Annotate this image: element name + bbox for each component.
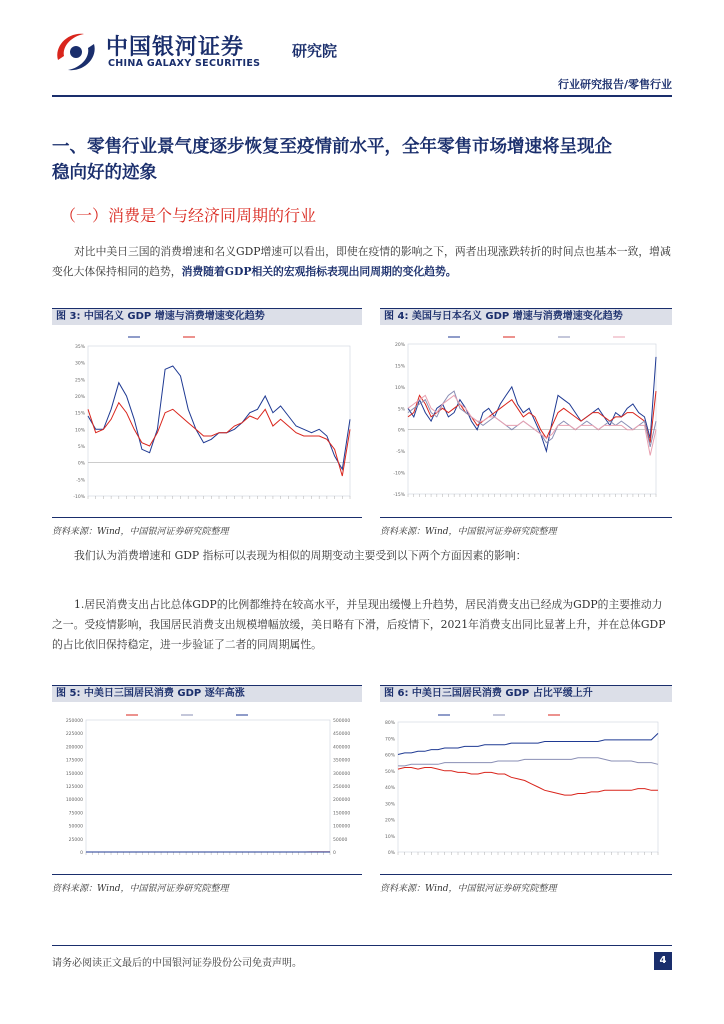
series-line-0 bbox=[408, 357, 656, 451]
y-tick-label: 250000 bbox=[65, 719, 83, 724]
series-line-2 bbox=[398, 768, 658, 796]
figure-5-svg bbox=[56, 708, 360, 868]
plot-frame bbox=[88, 346, 350, 496]
y-tick-label: 200000 bbox=[65, 745, 83, 751]
figure-6-chart bbox=[384, 708, 672, 868]
y-tick-label: 0 bbox=[80, 851, 83, 856]
series-line-3 bbox=[408, 395, 656, 455]
page-number: 4 bbox=[654, 952, 672, 970]
figure-4-chart bbox=[384, 330, 670, 510]
y2-tick-label: 0 bbox=[333, 851, 336, 856]
figure-5-caption: 图 5: 中美日三国居民消费 GDP 逐年高涨 bbox=[52, 685, 362, 702]
series-line-0 bbox=[398, 733, 658, 754]
y-tick-label: 5% bbox=[77, 445, 85, 450]
y-tick-label: 25000 bbox=[68, 837, 83, 843]
y2-tick-label: 300000 bbox=[333, 771, 351, 777]
y-tick-label: 20% bbox=[74, 395, 85, 400]
logo-institute: 研究院 bbox=[292, 42, 338, 60]
y-tick-label: 125000 bbox=[65, 785, 83, 790]
figure-3-source: 资料来源：Wind，中国银河证券研究院整理 bbox=[52, 517, 362, 537]
series-line-2 bbox=[408, 391, 656, 447]
y-tick-label: 5% bbox=[397, 407, 405, 413]
paragraph-3 bbox=[52, 595, 672, 655]
galaxy-logo-icon bbox=[50, 26, 102, 78]
section-subtitle: （一）消费是个与经济同周期的行业 bbox=[60, 206, 317, 225]
paragraph-3-text: 1.居民消费支出占比总体GDP的比例都维持在较高水平，并呈现出缓慢上升趋势，居民消费支出已经成为GDP的主要推动力之一。受疫情影响，我国居民消费支出规模增幅放缓，美日略有下滑，后疫情下，2021年消费支出同比显著上升，并在总体GDP的占比依旧保持稳定，进一步验证了二者的同周期属性。 bbox=[52, 598, 666, 651]
y2-tick-label: 150000 bbox=[333, 811, 351, 817]
y-tick-label: 80% bbox=[384, 721, 395, 726]
y-tick-label: 0% bbox=[387, 851, 395, 856]
y-tick-label: 0% bbox=[397, 428, 405, 434]
y-tick-label: -15% bbox=[393, 493, 405, 498]
y-tick-label: 30% bbox=[74, 361, 85, 367]
paragraph-1-bold: 消费随着GDP相关的宏观指标表现出同周期的变化趋势。 bbox=[181, 265, 457, 278]
y-tick-label: 15% bbox=[394, 364, 405, 370]
y-tick-label: 60% bbox=[384, 753, 395, 759]
header-divider bbox=[52, 95, 672, 97]
figure-3-caption: 图 3: 中国名义 GDP 增速与消费增速变化趋势 bbox=[52, 308, 362, 325]
plot-frame bbox=[86, 720, 330, 852]
y-tick-label: 40% bbox=[384, 786, 395, 791]
y-tick-label: 100000 bbox=[65, 798, 83, 804]
figure-5-chart bbox=[56, 708, 360, 868]
report-type: 行业研究报告/零售行业 bbox=[557, 78, 672, 91]
paragraph-1-text: 对比中美日三国的消费增速和名义GDP增速可以看出，即使在疫情的影响之下，两者出现涨跌转折的时间点也基本一致，增减变化大体保持相同的趋势， bbox=[52, 245, 671, 278]
y-tick-label: 0% bbox=[77, 461, 85, 467]
plot-frame bbox=[398, 722, 658, 852]
y-tick-label: 35% bbox=[74, 345, 85, 350]
series-line-1 bbox=[88, 403, 350, 476]
y-tick-label: 225000 bbox=[65, 732, 83, 738]
y-tick-label: 150000 bbox=[65, 771, 83, 777]
y-tick-label: 20% bbox=[384, 818, 395, 824]
y-tick-label: -10% bbox=[393, 471, 405, 477]
y-tick-label: 50000 bbox=[68, 824, 83, 830]
section-title: 一、零售行业景气度逐步恢复至疫情前水平，全年零售市场增速将呈现企稳向好的迹象 bbox=[52, 137, 612, 183]
series-line-1 bbox=[408, 391, 656, 443]
figure-3-chart bbox=[58, 330, 358, 510]
company-logo bbox=[50, 26, 338, 78]
y2-tick-label: 200000 bbox=[333, 798, 351, 804]
y-tick-label: -5% bbox=[76, 478, 85, 484]
y-tick-label: 10% bbox=[384, 834, 395, 840]
y-tick-label: 30% bbox=[384, 802, 395, 808]
y-tick-label: 50% bbox=[384, 769, 395, 775]
figure-4-svg bbox=[384, 330, 670, 510]
figure-3-svg bbox=[58, 330, 358, 510]
y2-tick-label: 100000 bbox=[333, 824, 351, 830]
series-line-0 bbox=[88, 366, 350, 469]
y-tick-label: 10% bbox=[394, 385, 405, 391]
y2-tick-label: 450000 bbox=[333, 732, 351, 738]
footer-divider bbox=[52, 945, 672, 946]
paragraph-1 bbox=[52, 242, 672, 282]
y-tick-label: -10% bbox=[73, 495, 85, 500]
figure-6-svg bbox=[384, 708, 672, 868]
y-tick-label: 70% bbox=[384, 737, 395, 743]
y2-tick-label: 400000 bbox=[333, 745, 351, 751]
y-tick-label: 175000 bbox=[65, 758, 83, 764]
y2-tick-label: 50000 bbox=[333, 837, 348, 843]
y2-tick-label: 500000 bbox=[333, 719, 351, 724]
plot-frame bbox=[408, 344, 656, 494]
series-line-1 bbox=[398, 758, 658, 766]
figure-4-source: 资料来源：Wind，中国银河证券研究院整理 bbox=[380, 517, 672, 537]
paragraph-2 bbox=[52, 546, 672, 566]
y-tick-label: 25% bbox=[74, 378, 85, 384]
y2-tick-label: 350000 bbox=[333, 758, 351, 764]
figure-6-source: 资料来源：Wind，中国银河证券研究院整理 bbox=[380, 874, 672, 894]
figure-6-caption: 图 6: 中美日三国居民消费 GDP 占比平缓上升 bbox=[380, 685, 672, 702]
figure-4-caption: 图 4: 美国与日本名义 GDP 增速与消费增速变化趋势 bbox=[380, 308, 672, 325]
y2-tick-label: 250000 bbox=[333, 785, 351, 790]
paragraph-2-text: 我们认为消费增速和 GDP 指标可以表现为相似的周期变动主要受到以下两个方面因素的影响： bbox=[74, 549, 527, 562]
y-tick-label: 75000 bbox=[68, 811, 83, 817]
y-tick-label: -5% bbox=[396, 450, 405, 456]
logo-chinese-name: 中国银河证券 bbox=[106, 35, 245, 60]
footer-disclaimer: 请务必阅读正文最后的中国银河证券股份公司免责声明。 bbox=[52, 958, 302, 969]
y-tick-label: 15% bbox=[74, 411, 85, 417]
figure-5-source: 资料来源：Wind，中国银河证券研究院整理 bbox=[52, 874, 362, 894]
logo-english-name: CHINA GALAXY SECURITIES bbox=[108, 58, 261, 69]
y-tick-label: 10% bbox=[74, 428, 85, 434]
y-tick-label: 20% bbox=[394, 343, 405, 348]
